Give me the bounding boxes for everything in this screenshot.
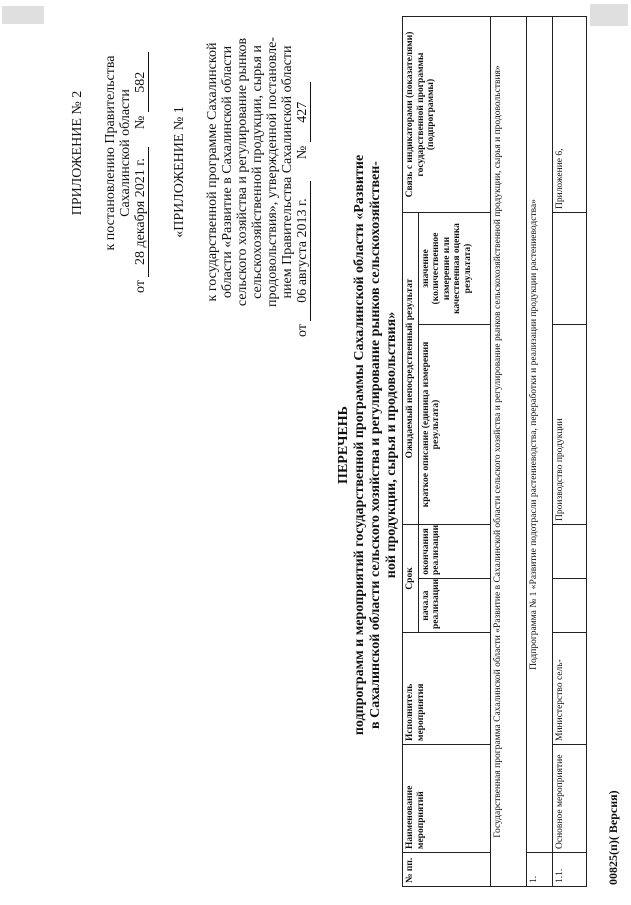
measures-table — [402, 16, 587, 887]
row-term-end — [552, 525, 586, 579]
heading-line: в Сахалинской области сельского хозяйства и регулирование рынков сельскохозяйствен- — [368, 161, 383, 729]
row-num: 1.1. — [552, 853, 586, 887]
header-result-desc: краткое описание (единица измерения результата) — [418, 325, 490, 525]
appendix-2-title: ПРИЛОЖЕНИЕ № 2 — [70, 90, 85, 216]
appendix-2-line-2: Сахалинской области — [118, 89, 133, 217]
date-prefix: от — [295, 324, 310, 337]
document-heading — [336, 105, 400, 785]
header-result: Ожидаемый непосредственный результат — [403, 213, 419, 525]
heading-line: ной продукции, сырья и продовольствия» — [384, 311, 399, 579]
document-code: 00825(п)( Версия) — [606, 790, 620, 885]
subprogram-row — [526, 17, 552, 887]
header-num: № пп. — [403, 853, 491, 887]
appendix-2-date: 28 декабря 2021 г. — [133, 147, 149, 277]
heading-title: ПЕРЕЧЕНЬ — [336, 406, 351, 484]
row-link: Приложение 6, — [552, 17, 586, 213]
header-term-end: окончания реализации — [418, 525, 490, 579]
appendix-2-number: 582 — [133, 52, 149, 112]
header-executor: Исполнитель мероприятия — [403, 633, 491, 745]
header-term: Срок — [403, 525, 419, 633]
number-sign: № — [295, 145, 310, 160]
row-term-start — [552, 579, 586, 633]
program-row — [490, 17, 526, 887]
subprogram-num: 1. — [526, 853, 552, 887]
header-name: Наименование мероприятий — [403, 745, 491, 853]
appendix-1-line: к государственной программе Сахалинской — [205, 42, 220, 302]
table-header-row — [403, 17, 419, 887]
appendix-1-line: области «Развитие в Сахалинской области — [220, 45, 235, 299]
appendix-2-line-1: к постановлению Правительства — [103, 55, 118, 251]
appendix-1-line: сельского хозяйства и регулирование рынков — [235, 37, 250, 307]
program-row-text: Государственная программа Сахалинской области «Развитие в Сахалинской области сельского хозяйства и регулирование рынков сельскохозяйственной продукции, сырья и продовольствия» — [490, 17, 526, 887]
header-term-start: начала реализации — [418, 579, 490, 633]
header-result-value: значение (количественное измерение или качественная оценка результата) — [418, 213, 490, 325]
row-executor: Министерство сель- — [552, 633, 586, 745]
appendix-1-lines — [205, 7, 295, 337]
heading-line: подпрограмм и мероприятий государственной программы Сахалинской области «Развитие — [352, 154, 367, 736]
date-prefix: от — [133, 280, 148, 293]
appendix-1-title: «ПРИЛОЖЕНИЕ № 1 — [172, 106, 187, 238]
appendix-2-date-line — [133, 13, 149, 293]
row-name: Основное мероприятие — [552, 745, 586, 853]
appendix-1-block — [172, 7, 311, 337]
number-sign: № — [133, 115, 148, 130]
appendix-1-number: 427 — [295, 82, 311, 142]
appendix-1-date: 06 августа 2013 г. — [295, 181, 311, 321]
appendix-1-line: продовольствия», утвержденной постановле- — [265, 37, 280, 307]
appendix-1-line: сельскохозяйственной продукции, сырья и — [250, 45, 265, 299]
appendix-2-block — [70, 13, 149, 293]
appendix-1-date-line — [295, 7, 311, 337]
row-result-desc: Производство продукции — [552, 325, 586, 525]
header-link: Связь с индикаторами (показателями) государственной программы (подпрограммы) — [403, 17, 491, 213]
row-result-value — [552, 213, 586, 325]
subprogram-text: Подпрограмма № 1 «Развитие подотрасли растениеводства, переработки и реализации продукции растениеводства» — [526, 17, 552, 853]
appendix-1-line: нием Правительства Сахалинской области — [280, 45, 295, 299]
table-row — [552, 17, 586, 887]
